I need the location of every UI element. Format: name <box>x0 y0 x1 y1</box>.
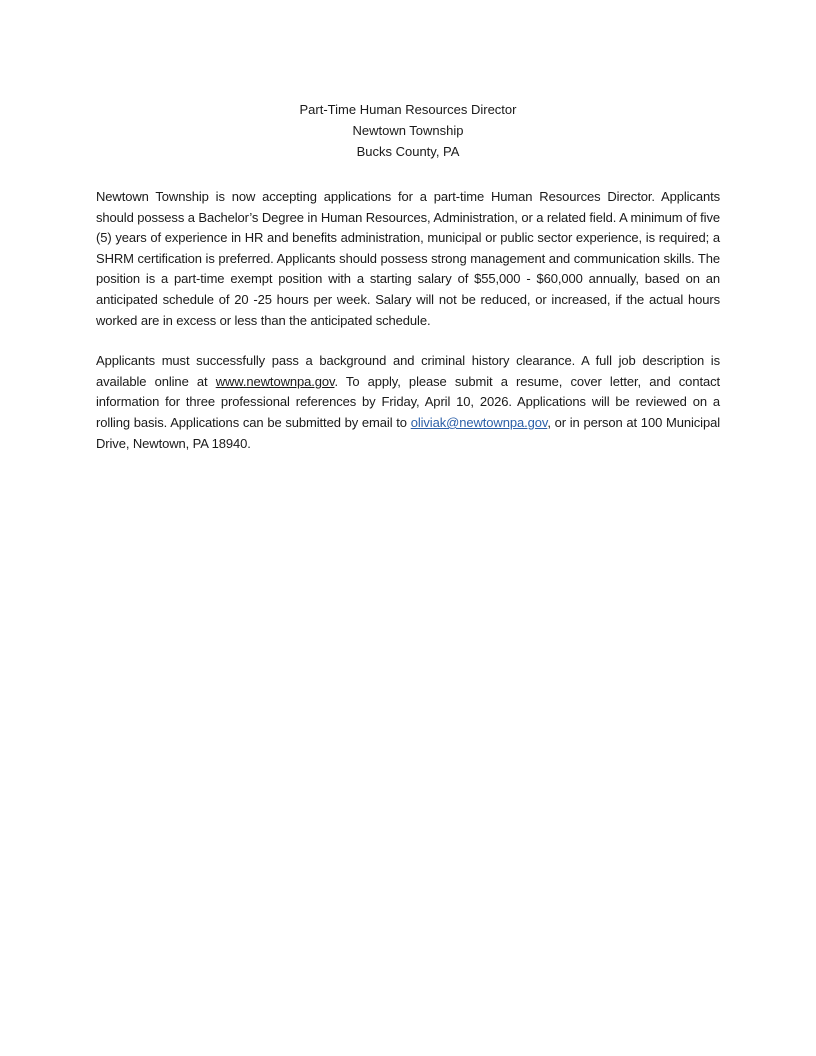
instructions-text-3: , or in person at 100 Municipal Drive, Newtown, PA 18940. <box>96 414 720 451</box>
title-block <box>96 99 720 162</box>
document-content <box>96 99 720 454</box>
email-link[interactable]: oliviak@newtownpa.gov <box>410 414 548 430</box>
location-text: Bucks County, PA <box>356 144 460 159</box>
organization-name: Newtown Township <box>352 123 464 138</box>
job-description-paragraph: Newtown Township is now accepting applications for a part-time Human Resources Director. Applicants should possess a Bachelor’s Degree in Human Resources, Administration, or a related field. A minimum of five (5) years of experience in HR and benefits administration, municipal or public sector experience, is required; a SHRM certification is preferred. Applicants should possess strong management and communication skills. The position is a part-time exempt position with a starting salary of $55,000 - $60,000 annually, based on an anticipated schedule of 20 -25 hours per week. Salary will not be reduced, or increased, if the actual hours worked are in excess or less than the anticipated schedule. <box>96 189 720 328</box>
instructions-text-2: . To apply, please submit a resume, cover letter, and contact information for three professional references by Friday, April 10, 2026. Applications will be reviewed on a rolling basis. Applications can be submitted by email to <box>96 373 720 430</box>
website-link[interactable]: www.newtownpa.gov <box>215 373 335 389</box>
job-title: Part-Time Human Resources Director <box>299 102 517 117</box>
instructions-text-1: Applicants must successfully pass a background and criminal history clearance. A full job description is available online at <box>96 353 720 389</box>
application-instructions-paragraph <box>96 351 720 454</box>
